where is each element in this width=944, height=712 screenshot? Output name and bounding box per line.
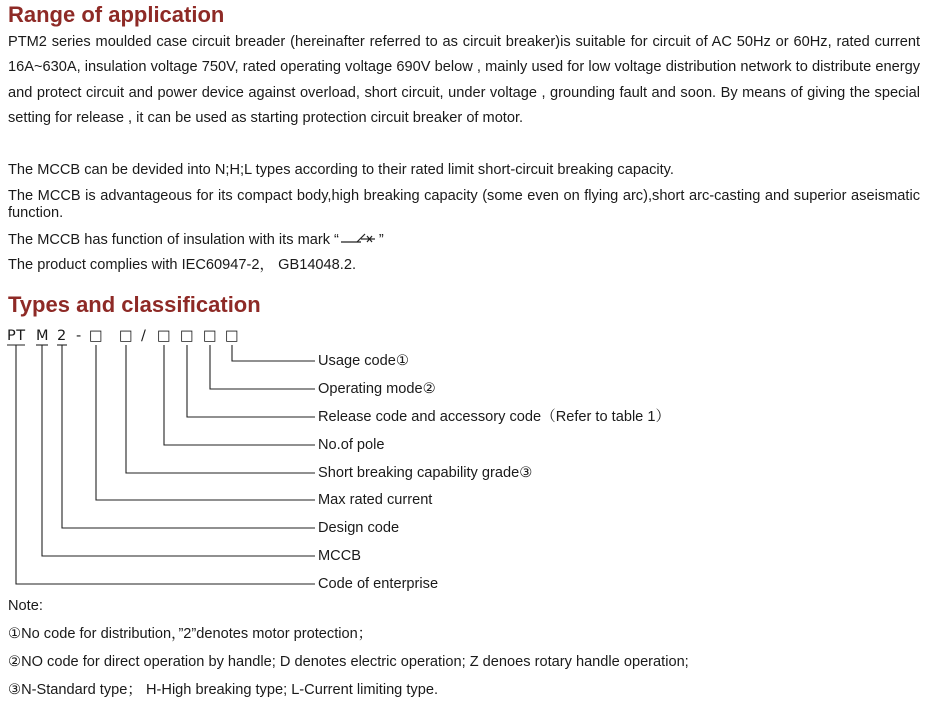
range-paragraph-standards: The product complies with IEC60947-2， GB14048.2. bbox=[8, 257, 357, 273]
label-code-of-enterprise: Code of enterprise bbox=[318, 576, 439, 592]
model-code-2: 2 bbox=[57, 328, 67, 344]
range-paragraph-types: The MCCB can be devided into N;H;L types according to their rated limit short-circuit breaking capacity. bbox=[8, 162, 674, 178]
label-max-rated-current: Max rated current bbox=[318, 492, 433, 508]
model-code-box-pole: □ bbox=[157, 328, 172, 344]
model-code-box-grade: □ bbox=[119, 328, 134, 344]
note-item-3: ③N-Standard type； H-High breaking type; L-Current limiting type. bbox=[8, 682, 438, 698]
label-short-breaking-grade: Short breaking capability grade③ bbox=[318, 465, 533, 481]
types-heading: Types and classification bbox=[8, 292, 261, 317]
model-code-pt: PT bbox=[7, 328, 26, 344]
model-code-box-mode: □ bbox=[203, 328, 218, 344]
note-item-1: ①No code for distribution，”2”denotes motor protection； bbox=[8, 626, 373, 642]
note-item-2: ②NO code for direct operation by handle; D denotes electric operation; Z denoes rotary handle operation; bbox=[8, 654, 689, 670]
label-design-code: Design code bbox=[318, 520, 400, 536]
label-mccb: MCCB bbox=[318, 548, 361, 564]
label-usage-code: Usage code① bbox=[318, 353, 409, 369]
model-code-dash: - bbox=[76, 328, 82, 344]
insulation-suffix: ” bbox=[378, 232, 384, 248]
model-code-m: M bbox=[36, 328, 50, 344]
range-heading: Range of application bbox=[8, 2, 225, 27]
insulation-prefix: The MCCB has function of insulation with its mark “ bbox=[8, 232, 339, 248]
label-release-code: Release code and accessory code（Refer to table 1） bbox=[318, 409, 671, 425]
model-code-box-release: □ bbox=[180, 328, 195, 344]
note-title: Note: bbox=[8, 598, 43, 614]
range-paragraph-main: PTM2 series moulded case circuit breader (hereinafter referred to as circuit breaker)is suitable for circuit of AC 50Hz or 60Hz, rated current 16A~630A, insulation voltage 750V, rated operating voltage 690V below , mainly used for low voltage distribution network to distribute energy and protect circuit and power device against overload, short circuit, under voltage , grounding fault and soon. By means of giving the special setting for release , it can be used as starting protection circuit breaker of motor. bbox=[8, 34, 920, 127]
label-operating-mode: Operating mode② bbox=[318, 381, 436, 397]
model-code-box-usage: □ bbox=[225, 328, 240, 344]
model-code-slash: / bbox=[141, 328, 147, 344]
label-no-of-pole: No.of pole bbox=[318, 437, 385, 453]
range-paragraph-advantages: The MCCB is advantageous for its compact body,high breaking capacity (some even on flying arc),short arc-casting and superior aseismatic function. bbox=[8, 188, 920, 221]
model-code-box-current: □ bbox=[89, 328, 104, 344]
